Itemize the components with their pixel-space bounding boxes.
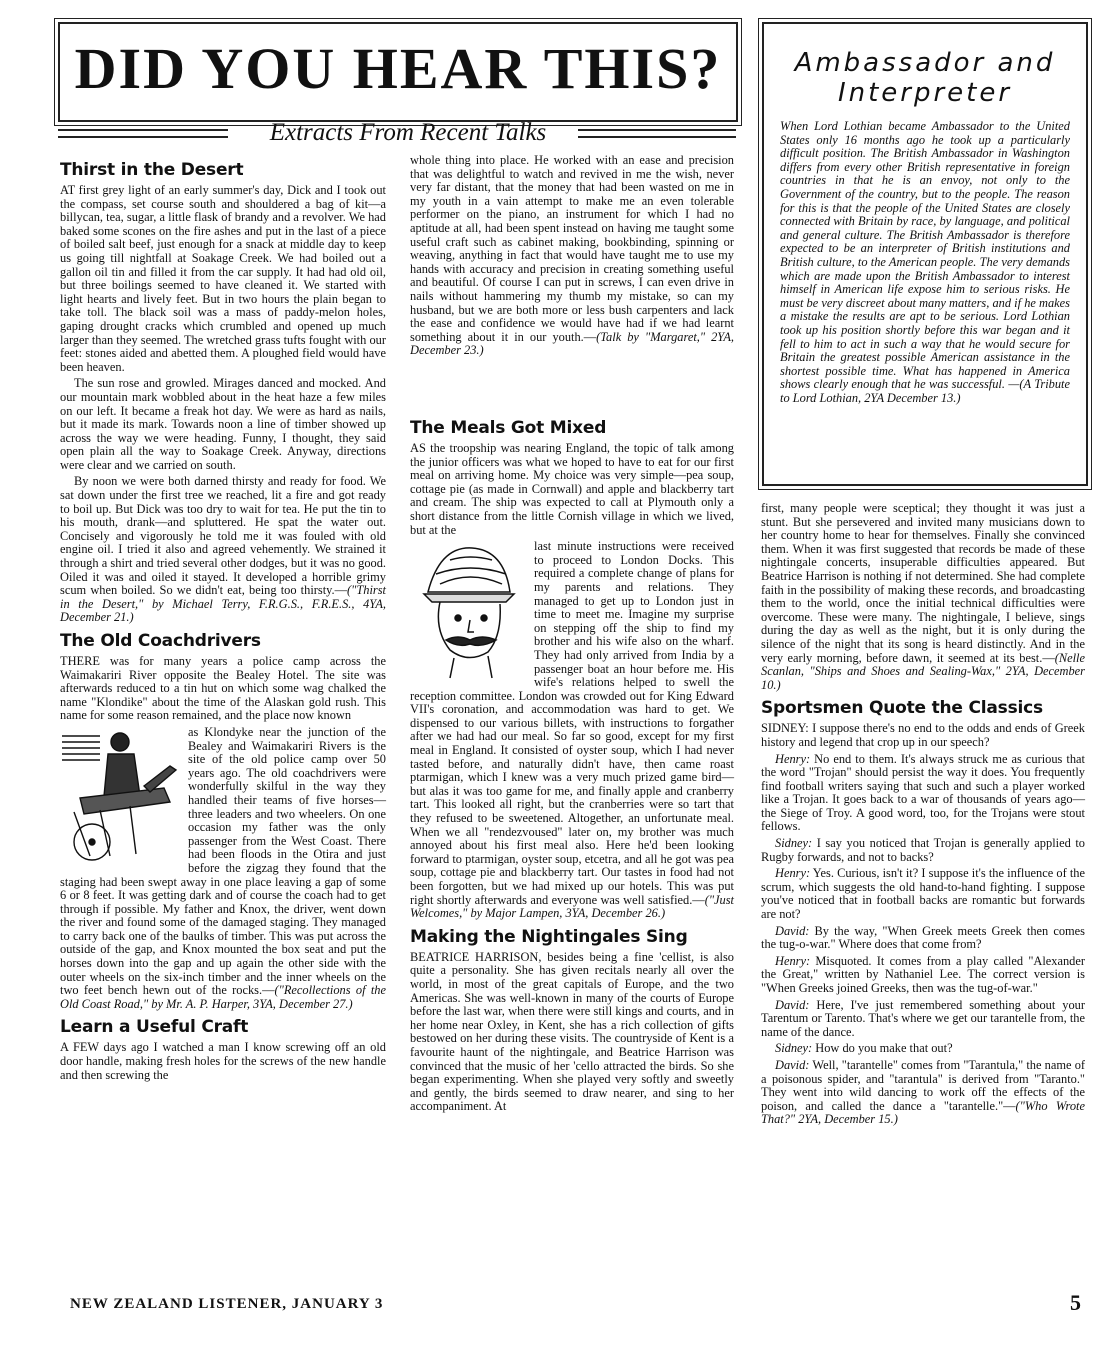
dialogue-speaker: Henry: [775,953,811,968]
thirst-para-3 [60,475,386,625]
page-title: DID YOU HEAR THIS? [74,36,722,101]
dialogue-speaker: Henry: [775,866,811,881]
inset-text: When Lord Lothian became Ambassador to the United States only 16 months ago he took up a particularly difficult position. The British Ambassador in Washington differs from every other British representative in foreign countries in that he is an envoy, not only to the Government of the country, but to the people. The reason for this is that the people of the United States are closely connected with Britain by race, by language, and political and general culture. The British Ambassador is therefore expected to be an interpreter of British institutions and British culture, to the American people. The very demands which are made upon the British Ambassador to interest himself in American life expose him to serious risks. He must be very discreet about many matters, and if he makes a mistake the results are apt to be serious. Lord Lothian took up his position shortly before this war began and it fell to him to act in such a way that he would secure for Britain the greatest possible American assistance in the shortest possible time. What has happened in America shows clearly enough that he was successful. —(A Tribute to Lord Lothian, 2YA December 13.) [780,119,1070,405]
dialogue-text: I say you noticed that Trojan is generally applied to Rugby forwards, and not to backs? [761,836,1085,864]
meals-para-1b-body: last minute instructions were received to proceed to London Docks. This required a complete change of plans for my parents and relations. They managed to get up to London just in time to meet me. Imagine my surprise on stepping off the ship to find my brother and his wife also on the wharf. They had only arrived from India by a passenger boat an hour before me. His wife's relations helped to swell the reception committee. London was crowded out for King Edward VII's coronation, and accommodation was hard to get. We dispensed to our various billets, with instructions to forgather after we had had our meal. So far so good, except for my first meal in England. It consisted of oyster soup, which I had never tasted before, and naturally didn't have, then came roast ptarmigan, which I knew was a very much prized game bird—but alas it was too game for me, and finally apple and cranberry tart. This looked all right, but the cranberries were so tart that they refused to be sweetened. Altogether, an unfortunate meal. When we all "rendezvoused" later on, my brother was much annoyed about his first meal also. Here he'd been looking forward to ptarmigan, oyster soup, etcetra, and all he got was pea soup, cottage pie and blackberry tart. Our tastes in food had not been forgotten, but we had mixed up our hotels. This was put right shortly afterwards and everyone was well satisfied.— [410,539,734,907]
heading-thirst: Thirst in the Desert [60,160,244,180]
nightingales-para-2-text: first, many people were sceptical; they thought it was just a stunt. But she persevered and invited many musicians down to her country home to hear for themselves. Finally she convinced them. When it was first suggested that records be made of these nightingale concerts, insuperable difficulties appeared. But Beatrice Harrison is nothing if not determined. She had complete faith in the possibility of making these records, and broadcasting them to the world, once the initial technical difficulties were overcome. These were many. The nightingale, I believe, sings during the day as well as the night, but it is only during the silence of the night that its song is heard distinctly. And in the very early morning, before dawn, it seemed at its best.— [761,501,1085,665]
page-number: 5 [1070,1290,1081,1315]
heading-craft: Learn a Useful Craft [60,1017,249,1038]
heading-meals: The Meals Got Mixed [410,418,607,438]
dialogue-text: Misquoted. It comes from a play called "Alexander the Great," written by Nathaniel Lee. The correct version is "When Greeks joined Greeks, then was the tug-of-war." [761,953,1085,995]
dialogue-line [761,955,1085,996]
heading-sportsmen: Sportsmen Quote the Classics [761,698,1043,719]
coach-para-1b-body: as Klondyke near the junction of the Bealey and Waimakariri Rivers is the site of the old police camp over 50 years ago. The old coachdrivers were wonderfully skilful in the way they handled their teams of five horses—three leaders and two wheelers. On one occasion my father was the only passenger from the West Coast. There had been floods in the Otira and just before the zigzag they found that the staging had been swept away in one place leaving a gap of some 6 or 8 feet. It was getting dark and of course the coach had to get through if possible. My father and Knox, the driver, went down the river and found some of the damaged staging. They managed to carry back one of the baulks of timber. This was put across the outside of the gap, and Knox mounted the box seat and put the horses down into the gap and up again the other side with the outer wheels on the six-inch timber and the inner wheels on the two feet bench hewn out of the rocks.— [60,724,386,998]
dialogue-line [761,837,1085,864]
dialogue-speaker: Henry: [775,751,811,766]
meals-para-1a: AS the troopship was nearing England, the topic of talk among the junior officers was what we hoped to have to eat for our first meal on arriving home. My choice was very simple—pea soup, cottage pie (as made in Cornwall) and apple and blackberry tart and cream. The ship was expected to call at Plymouth only a short distance from the little Cornish village in which we lived, but at the [410,441,734,537]
dialogue-speaker: David: [775,997,810,1012]
dialogue-text: By the way, "When Greek meets Greek then comes the tug-o-war." Where does that come from? [761,923,1085,952]
thirst-para-3-text: By noon we were both darned thirsty and ready for food. We sat down under the first tree we reached, lit a fire and got ready to boil up. But Dick was too dry to wait for tea. He put the tin to his mouth, drank—and spluttered. He spat the water out. Concisely and vigorously he told me it was fouled with old engine oil. I tried it also and agreed vehemently. We strained it through a shirt and tried several other dodges, but it was no good. Oiled it was and oiled it stayed. It developed a horrible grimy scum when boiled. So we didn't eat, being too thirsty.— [60,474,386,598]
craft-para-1-cont [410,154,734,412]
dialogue-speaker: Sidney: [775,1041,813,1056]
heading-coachdrivers: The Old Coachdrivers [60,631,261,651]
dialogue-line [761,867,1085,921]
subtitle-row [58,118,738,150]
dialogue-text: Yes. Curious, isn't it? I suppose it's the influence of the scrum, which suggests the old hand-to-hand fighting. I suppose you've noticed that in football backs are romantic but forwards are not? [761,866,1085,922]
dialogue-line [761,1059,1085,1127]
sportsmen-dialogue [761,722,1085,1127]
dialogue-line [761,925,1085,952]
dialogue-speaker: David: [775,923,810,938]
thirst-para-1: AT first grey light of an early summer's day, Dick and I took out the compass, set course south and shouldered a bag of kit—a billycan, tea, sugar, a little flask of brandy and a revolver. We had baked some scones on the fire ashes and put in the last of a piece of boiled salt beef, just enough for a snack at middle day to keep us going till nightfall at Soakage Creek. We had boiled out a gallon oil tin and filled it from the car supply. It had had old oil, but three boilings seemed to have cleaned it. We started with light hearts and lively feet. But in two hours the plain began to take toll. The black soil was a mass of paddy-melon holes, gaping drought cracks which crumbled and opened up much larger than they seemed. The wretched grass tufts fought with our feet: stones aided and abetted them. A ploughed field would have been heaven. [60,183,386,374]
dialogue-text: Here, I've just remembered something about your Tarentum or Tarento. That's where we get our tarantelle from, the name of the dance. [761,997,1085,1039]
inset-title [764,48,1086,108]
coach-para-1a: THERE was for many years a police camp across the Waimakariri River opposite the Bealey Hotel. The site was afterwards reduced to a tin hut on which some wag chalked the name "Klondike" about the time of the Alaskan gold rush. This name for some reason remained, and the place now known [60,654,386,723]
footer-masthead: NEW ZEALAND LISTENER, JANUARY 3 [70,1296,384,1312]
nightingales-para-2 [761,502,1085,692]
meals-cite: ("Just Welcomes," by Major Lampen, 3YA, December 26.) [410,892,734,921]
masthead [58,22,748,146]
sportsmen-cite: ("Who Wrote That?" 2YA, December 15.) [761,1098,1085,1127]
dialogue-line [761,753,1085,835]
thirst-cite: ("Thirst in the Desert," by Michael Terry, F.R.G.S., F.R.E.S., 4YA, December 21.) [60,583,386,625]
thirst-para-2: The sun rose and growled. Mirages danced and mocked. And our mountain mark wobbled about in the heat haze a few miles on our left. It became a freak hot day. We were as hard as nails, but it made its mark. Towards noon a line of timber showed up across the way we were heading. Funny, I thought, they said open plain all the way to Soakage Creek. Anyway, directions were clear and we carried on south. [60,376,386,472]
inset-title-line1: Ambassador and [794,48,1056,78]
dialogue-speaker: Sidney: [775,836,813,851]
dialogue-line [761,1042,1085,1056]
inset-box [762,22,1088,486]
inset-title-line2: Interpreter [837,78,1013,108]
heading-nightingales: Making the Nightingales Sing [410,926,688,947]
column-2 [410,154,734,1117]
pith-helmet-officer-illustration [410,540,526,680]
dialogue-text: Well, "tarantelle" comes from "Tarantula," the name of a poisonous spider, and "tarantula" is derived from "Taranto." They went into wild dancing to work off the effects of the poison, and called the dance a "tarantelle."— [761,1057,1086,1113]
coach-para-1b [60,726,386,1011]
craft-cite: (Talk by "Margaret," 2YA, December 23.) [410,329,734,358]
column-3 [761,502,1085,1130]
coach-cite: ("Recollections of the Old Coast Road," by Mr. A. P. Harper, 3YA, December 27.) [60,983,386,1011]
page-subtitle: Extracts From Recent Talks [269,119,547,146]
dialogue-line [761,722,1085,749]
meals-para-1b [410,540,734,921]
dialogue-text: No end to them. It's always struck me as curious that the word "Trojan" should persist the way it does. You frequently find football writers saying that such and such a player worked like a Trojan. It goes back to a war of thousands of years ago—the Siege of Troy. A good word, too, for the Trojans were stout fellows. [761,751,1085,834]
dialogue-line [761,999,1085,1040]
dialogue-text: SIDNEY: I suppose there's no end to the odds and ends of Greek history and legend that crop up in our speech? [761,721,1085,749]
nightingales-para-1: BEATRICE HARRISON, besides being a fine 'cellist, is also quite a personality. She has given recitals nearly all over the world, in most of the great capitals of Europe, and the two Americas. She was well-known in many of the courts of Europe before the last war, when there were still kings and courts, and in her home near Oxley, in Kent, she has a rich collection of gifts bestowed on her during these visits. The countryside of Kent is a favourite haunt of the nightingale, and Beatrice Harrison was convinced that the music of her 'cello attracted the birds. So she began experimenting. When she played very softly and sweetly and gently, the birds seemed to draw nearer, and sing to her accompaniment. At [410,949,734,1114]
subtitle-rule-left [58,129,228,138]
coachman-illustration [60,726,180,862]
dialogue-speaker: David: [775,1057,810,1072]
dialogue-text: How do you make that out? [815,1041,953,1056]
nightingales-cite: (Nelle Scanlan, "Ships and Shoes and Sealing-Wax," 2YA, December 10.) [761,650,1085,692]
subtitle-rule-right [578,129,736,138]
craft-para-1-text: A FEW days ago I watched a man I know screwing off an old door handle, making fresh holes for the screws of the new handle and then screwing the [60,1041,386,1082]
craft-para-1-lead [60,1041,386,1082]
craft-para-1-cont-text: whole thing into place. He worked with an ease and precision that was delightful to watch and revived in me the wish, never very far distant, that the money that had been wasted on me in my youth in a vain attempt to make me an even tolerable performer on the piano, an instrument for which I had no aptitude at all, had been spent instead on having me taught some useful craft such as cabinet making, bookbinding, spinning or weaving, anything in fact that would have taught me to use my hands with accuracy and precision in creating something useful and beautiful. Of course I can put in screws, I can even drive in nails without hammering my thumb my mistake, so can my husband, but we are both more or less bush carpenters and lack the ease and confidence we would have had if we had learnt something about it in our youth.— [410,154,734,344]
column-1 [60,154,386,1085]
